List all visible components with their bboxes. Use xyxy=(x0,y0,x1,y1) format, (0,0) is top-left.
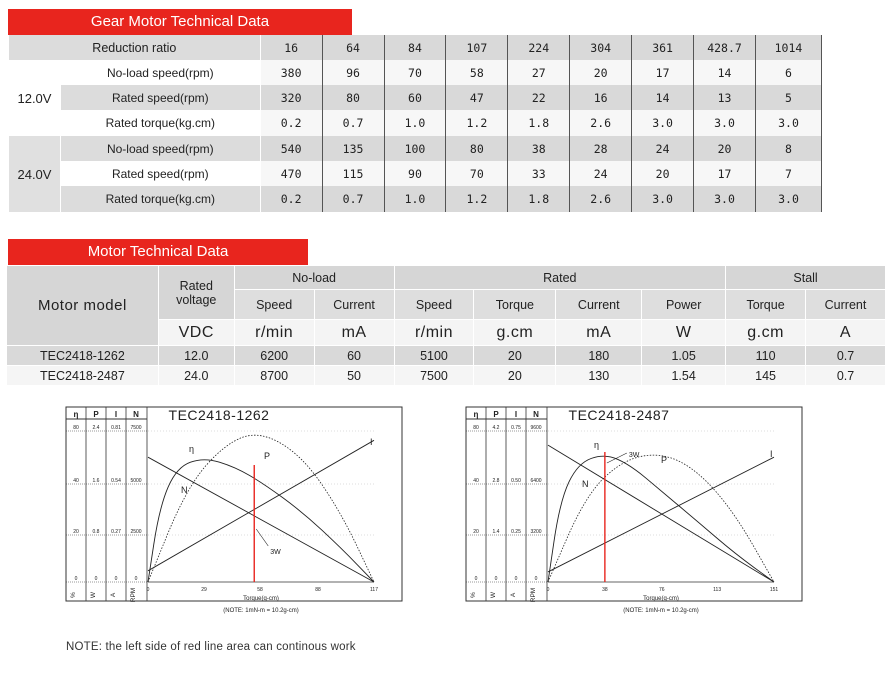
spec-value: 8 xyxy=(755,136,821,161)
curve-label-I: I xyxy=(770,449,773,459)
spec-value: 3.0 xyxy=(755,186,821,212)
unit-label: g.cm xyxy=(474,320,556,346)
x-tick: 38 xyxy=(602,587,608,593)
sub-header: Speed xyxy=(234,290,314,320)
row-label: Rated speed(rpm) xyxy=(60,161,260,186)
column-value: 40 xyxy=(73,478,79,484)
column-value: 0 xyxy=(534,576,538,582)
row-label: No-load speed(rpm) xyxy=(60,60,260,85)
axis-symbol-1: W xyxy=(490,591,497,599)
x-tick: 117 xyxy=(370,587,378,593)
performance-chart-2487 xyxy=(464,405,804,629)
spec-value: 17 xyxy=(632,60,694,85)
column-value: 20 xyxy=(473,529,479,535)
sub-header: Power xyxy=(642,290,726,320)
performance-chart-1262 xyxy=(64,405,404,629)
voltage-label: 24.0V xyxy=(9,136,61,212)
sub-header: Current xyxy=(314,290,394,320)
column-value: 0 xyxy=(514,576,518,582)
spec-value: 3.0 xyxy=(755,110,821,136)
unit-label: mA xyxy=(556,320,642,346)
rated-header: Rated xyxy=(394,266,726,290)
column-head-0: η xyxy=(473,410,479,419)
column-head-3: N xyxy=(533,410,539,419)
ratio-value: 16 xyxy=(260,35,322,60)
spec-value: 0.7 xyxy=(322,186,384,212)
chart-title: TEC2418-1262 xyxy=(168,407,270,423)
column-value: 0 xyxy=(134,576,138,582)
spec-value: 100 xyxy=(384,136,446,161)
motor-model: TEC2418-2487 xyxy=(7,366,159,386)
spec-value: 2.6 xyxy=(570,110,632,136)
column-value: 0 xyxy=(94,576,98,582)
spec-value: 13 xyxy=(694,85,756,110)
axis-symbol-3: RPM xyxy=(130,587,137,603)
sub-header: Torque xyxy=(474,290,556,320)
unit-label: r/min xyxy=(234,320,314,346)
spec-value: 6 xyxy=(755,60,821,85)
unit-label: g.cm xyxy=(726,320,806,346)
column-value: 80 xyxy=(473,425,479,431)
x-axis-label: Torque(g-cm) xyxy=(643,596,679,602)
sub-header: Speed xyxy=(394,290,474,320)
column-head-0: η xyxy=(73,410,79,419)
ratio-value: 1014 xyxy=(755,35,821,60)
motor-value: 1.05 xyxy=(642,346,726,366)
spec-value: 115 xyxy=(322,161,384,186)
motor-value: 0.7 xyxy=(806,346,886,366)
column-value: 0 xyxy=(494,576,498,582)
stall-header: Stall xyxy=(726,266,886,290)
curve-label-P: P xyxy=(264,451,271,461)
spec-value: 70 xyxy=(446,161,508,186)
axis-symbol-0: % xyxy=(470,592,477,598)
axis-symbol-1: W xyxy=(90,591,97,599)
x-tick: 0 xyxy=(546,587,550,593)
x-tick: 29 xyxy=(201,587,207,593)
motor-value: 24.0 xyxy=(158,366,234,386)
spec-value: 2.6 xyxy=(570,186,632,212)
spec-value: 1.8 xyxy=(508,186,570,212)
column-head-2: I xyxy=(114,410,118,419)
column-value: 40 xyxy=(473,478,479,484)
spec-value: 3.0 xyxy=(632,186,694,212)
spec-value: 17 xyxy=(694,161,756,186)
spec-value: 27 xyxy=(508,60,570,85)
axis-symbol-2: A xyxy=(110,592,117,598)
row-label: No-load speed(rpm) xyxy=(60,136,260,161)
chart-title: TEC2418-2487 xyxy=(568,407,670,423)
spec-value: 0.2 xyxy=(260,110,322,136)
spec-value: 470 xyxy=(260,161,322,186)
motor-value: 180 xyxy=(556,346,642,366)
column-head-1: P xyxy=(493,410,499,419)
motor-value: 5100 xyxy=(394,346,474,366)
axis-symbol-3: RPM xyxy=(530,587,537,603)
spec-value: 0.2 xyxy=(260,186,322,212)
annotation-label: 3W xyxy=(628,452,640,459)
column-value: 3200 xyxy=(530,529,542,535)
spec-value: 58 xyxy=(446,60,508,85)
spec-value: 28 xyxy=(570,136,632,161)
motor-value: 1.54 xyxy=(642,366,726,386)
spec-value: 14 xyxy=(632,85,694,110)
x-tick: 76 xyxy=(658,587,665,593)
spec-value: 1.0 xyxy=(384,186,446,212)
motor-value: 60 xyxy=(314,346,394,366)
motor-table xyxy=(6,265,886,386)
motor-value: 50 xyxy=(314,366,394,386)
spec-value: 60 xyxy=(384,85,446,110)
column-value: 0.54 xyxy=(111,478,121,484)
spec-value: 540 xyxy=(260,136,322,161)
unit-note: (NOTE: 1mN-m = 10.2g-cm) xyxy=(623,608,699,614)
axis-symbol-2: A xyxy=(510,592,517,598)
unit-note: (NOTE: 1mN-m = 10.2g-cm) xyxy=(223,608,299,614)
spec-value: 0.7 xyxy=(322,110,384,136)
voltage-label: 12.0V xyxy=(9,60,61,136)
spec-value: 1.8 xyxy=(508,110,570,136)
x-tick: 58 xyxy=(257,587,263,593)
column-value: 5000 xyxy=(130,478,142,484)
column-value: 1.6 xyxy=(92,478,100,484)
reduction-ratio-label: Reduction ratio xyxy=(9,35,261,60)
spec-value: 1.0 xyxy=(384,110,446,136)
motor-value: 8700 xyxy=(234,366,314,386)
column-head-1: P xyxy=(93,410,99,419)
spec-value: 1.2 xyxy=(446,110,508,136)
column-value: 0 xyxy=(114,576,118,582)
spec-value: 380 xyxy=(260,60,322,85)
motor-model-header: Motor model xyxy=(7,266,159,346)
spec-value: 33 xyxy=(508,161,570,186)
spec-value: 3.0 xyxy=(632,110,694,136)
curve-label-N: N xyxy=(181,485,188,495)
motor-value: 145 xyxy=(726,366,806,386)
spec-value: 16 xyxy=(570,85,632,110)
curve-label-P: P xyxy=(661,455,668,465)
motor-value: 7500 xyxy=(394,366,474,386)
spec-value: 47 xyxy=(446,85,508,110)
spec-value: 3.0 xyxy=(694,110,756,136)
row-label: Rated torque(kg.cm) xyxy=(60,110,260,136)
unit-label: W xyxy=(642,320,726,346)
column-value: 20 xyxy=(73,529,79,535)
spec-value: 24 xyxy=(632,136,694,161)
unit-label: r/min xyxy=(394,320,474,346)
spec-value: 135 xyxy=(322,136,384,161)
ratio-value: 428.7 xyxy=(694,35,756,60)
column-value: 0 xyxy=(474,576,478,582)
row-label: Rated torque(kg.cm) xyxy=(60,186,260,212)
chart-frame xyxy=(66,407,402,601)
motor-value: 0.7 xyxy=(806,366,886,386)
motor-value: 6200 xyxy=(234,346,314,366)
motor-banner: Motor Technical Data xyxy=(8,239,308,265)
unit-label: VDC xyxy=(158,320,234,346)
x-tick: 151 xyxy=(769,587,779,593)
spec-value: 5 xyxy=(755,85,821,110)
ratio-value: 107 xyxy=(446,35,508,60)
spec-value: 70 xyxy=(384,60,446,85)
spec-value: 3.0 xyxy=(694,186,756,212)
footer-note: NOTE: the left side of red line area can continous work xyxy=(66,641,356,653)
sub-header: Torque xyxy=(726,290,806,320)
column-value: 2.8 xyxy=(492,478,500,484)
spec-value: 80 xyxy=(322,85,384,110)
column-value: 1.4 xyxy=(492,529,500,535)
motor-value: 110 xyxy=(726,346,806,366)
x-axis-label: Torque(g-cm) xyxy=(243,596,279,602)
column-value: 0.50 xyxy=(511,478,521,484)
ratio-value: 304 xyxy=(570,35,632,60)
column-value: 80 xyxy=(73,425,79,431)
motor-model: TEC2418-1262 xyxy=(7,346,159,366)
unit-label: mA xyxy=(314,320,394,346)
unit-label: A xyxy=(806,320,886,346)
motor-value: 20 xyxy=(474,346,556,366)
spec-value: 20 xyxy=(694,136,756,161)
column-value: 0.81 xyxy=(111,425,121,431)
spec-value: 14 xyxy=(694,60,756,85)
curve-label-eta: η xyxy=(189,444,195,454)
column-value: 2.4 xyxy=(92,425,100,431)
noload-header: No-load xyxy=(234,266,394,290)
column-value: 0.8 xyxy=(92,529,100,535)
motor-value: 130 xyxy=(556,366,642,386)
column-value: 0 xyxy=(74,576,78,582)
ratio-value: 224 xyxy=(508,35,570,60)
spec-value: 24 xyxy=(570,161,632,186)
column-value: 7500 xyxy=(130,425,142,431)
spec-value: 80 xyxy=(446,136,508,161)
spec-value: 20 xyxy=(632,161,694,186)
spec-value: 1.2 xyxy=(446,186,508,212)
sub-header: Current xyxy=(556,290,642,320)
spec-value: 22 xyxy=(508,85,570,110)
column-value: 9600 xyxy=(530,425,542,431)
column-head-3: N xyxy=(133,410,139,419)
curve-label-eta: η xyxy=(594,440,600,450)
column-value: 0.25 xyxy=(511,529,521,535)
curve-label-I: I xyxy=(370,437,373,447)
motor-value: 12.0 xyxy=(158,346,234,366)
annotation-label: 3W xyxy=(270,549,281,556)
rated-voltage-header: Rated voltage xyxy=(158,266,234,320)
curve-label-N: N xyxy=(582,479,589,489)
column-value: 0.75 xyxy=(511,425,521,431)
column-value: 0.27 xyxy=(111,529,121,535)
motor-value: 20 xyxy=(474,366,556,386)
gear-banner: Gear Motor Technical Data xyxy=(8,9,352,35)
gear-table xyxy=(8,35,822,212)
sub-header: Current xyxy=(806,290,886,320)
spec-value: 20 xyxy=(570,60,632,85)
x-tick: 88 xyxy=(315,587,321,593)
spec-value: 96 xyxy=(322,60,384,85)
column-head-2: I xyxy=(514,410,518,419)
column-value: 6400 xyxy=(530,478,542,484)
spec-value: 38 xyxy=(508,136,570,161)
spec-value: 7 xyxy=(755,161,821,186)
column-value: 4.2 xyxy=(492,425,500,431)
ratio-value: 64 xyxy=(322,35,384,60)
ratio-value: 84 xyxy=(384,35,446,60)
x-tick: 0 xyxy=(146,587,150,593)
axis-symbol-0: % xyxy=(70,592,77,598)
column-value: 2500 xyxy=(130,529,142,535)
chart-frame xyxy=(466,407,802,601)
spec-value: 90 xyxy=(384,161,446,186)
x-tick: 113 xyxy=(713,587,722,593)
row-label: Rated speed(rpm) xyxy=(60,85,260,110)
ratio-value: 361 xyxy=(632,35,694,60)
spec-value: 320 xyxy=(260,85,322,110)
